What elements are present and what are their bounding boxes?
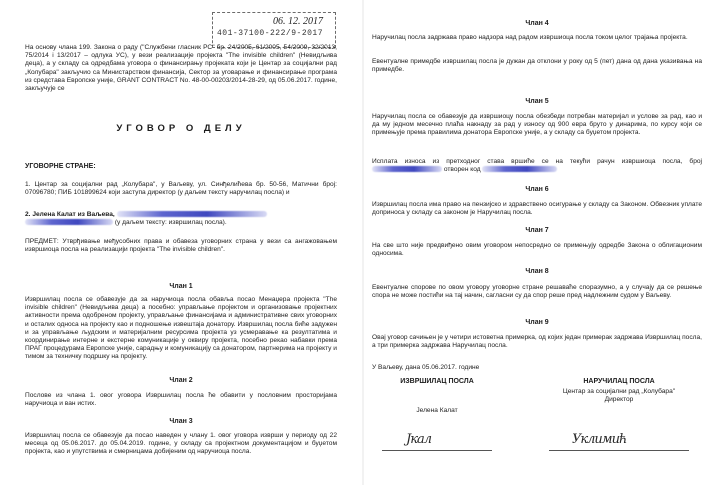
article-1-text: Извршилац посла се обавезује да за наручиоца посла обавља посао Менаџера пројекта "The invisible children" (Невидљива деца) а посебно: управљање пројектом и организовање пројектних активности према одобреном пројекту, управљање финансијама и административне свих уговорних и осталих односа на пројекту као и подношење извештаја донатору. Извршилац посла биће задужен и за управљање људским и материјалним ресурсима пројекта уз усмеравање ка резултатима и координирање интерне и екстерне комуникације у оквиру пројекта, посебно рекао набавки према ПРАГ процедурама Европске уније, сарадњу и комуникацију са донатором, партнерима на пројекту и тимом за техничку подршку на пројекту. xyxy=(25,296,337,361)
page-right xyxy=(364,0,728,485)
article-6-text: Извршилац посла има право на пензијско и здравствено осигурање у складу са Законом. Обвезник уплате доприноса у складу са законом је Наручилац посла. xyxy=(372,201,702,217)
article-5-title: Члан 5 xyxy=(525,98,549,105)
article-6-title: Члан 6 xyxy=(525,186,549,193)
article-1-title: Члан 1 xyxy=(169,283,193,290)
contractor-name: Јелена Калат xyxy=(416,407,458,414)
stamp-number: 401-37100-222/9-2017 xyxy=(217,29,324,38)
article-4-title: Члан 4 xyxy=(525,20,549,27)
parties-heading: УГОВОРНЕ СТРАНЕ: xyxy=(25,163,96,170)
party-two-name: 2. Јелена Калат из Ваљева, xyxy=(25,211,115,218)
payment-clause: Исплата износа из претходног става вршиће се на текући рачун извршиоца посла, број xyxy=(372,158,702,165)
redaction-mark xyxy=(117,211,267,217)
article-2-title: Члан 2 xyxy=(169,377,193,384)
party-two xyxy=(25,211,337,227)
signature-line xyxy=(382,450,492,451)
client-organization: Центар за социјални рад „Колубара" xyxy=(562,388,676,395)
redaction-mark xyxy=(372,166,442,172)
preamble: На основу члана 199. Закона о раду ("Службени гласник РС" бр. 24/2005, 61/2005, 54/2009, 32/2013, 75/2014 i 13/2017 – одлука УС), у вези реализације пројекта "The invisible children" (Невидљива деца), а у складу са одредбама уговора о финансирању пројеката који је Центар за социјални рад „Колубара" закључио са Министарством финансија, Сектор за уговарање и финансирање програма из средстава Европске уније, GRANT CONTRACT No. 48-00-00203/2014-28-29, од 05.06.2017. године, закључује се xyxy=(25,44,337,93)
article-3-text: Извршилац посла се обавезује да посао наведен у члану 1. овог уговора изврши у периоду од 22 месеца од 05.06.2017. до 05.04.2019. године, у складу са пројектном документацијом и буџетом пројекта, као и упутствима и смерницама добијеним од наручиоца посла. xyxy=(25,432,337,456)
party-two-role: (у даљем тексту: извршилац посла). xyxy=(114,219,227,227)
stamp-date: 06. 12. 2017 xyxy=(273,16,323,27)
signature-line xyxy=(549,450,689,451)
subject-clause: ПРЕДМЕТ: Утврђивање међусобних права и обавеза уговорних страна у вези са ангажовањем извршиоца посла на реализацији пројекта "The invisible children". xyxy=(25,238,337,254)
article-7-text: На све што није предвиђено овим уговором непосредно се примењују одредбе Закона о облигационим односима. xyxy=(372,242,702,258)
article-4-text-b: Евентуалне примедбе извршилац посла је дужан да отклони у року од 5 (пет) дана од дана указивања на примедбе. xyxy=(372,58,702,74)
contractor-label: ИЗВРШИЛАЦ ПОСЛА xyxy=(400,378,474,385)
client-label: НАРУЧИЛАЦ ПОСЛА xyxy=(583,378,655,385)
article-5-text-a: Наручилац посла се обавезује да извршиоцу посла обезбеди потребан материјал и услове за рад, као и да му једном месечно плаћа накнаду за рад у износу од 900 евра бруто у динарима, по курсу који се примењује према правилима донатора Европске уније, а у складу са буџетом пројекта. xyxy=(372,113,702,137)
article-9-text: Овај уговор сачињен је у четири истоветна примерка, од којих један примерак задржава Извршилац посла, а три примерка задржава Наручилац посла. xyxy=(372,334,702,350)
client-role: Директор xyxy=(604,396,634,403)
payment-bank: отворен код xyxy=(443,166,481,174)
client-signature: Уклимић xyxy=(572,432,627,447)
article-4-text-a: Наручилац посла задржава право надзора над радом извршиоца посла током целог трајања пројекта. xyxy=(372,34,688,41)
article-8-text: Евентуалне спорове по овом уговору уговорне стране решаваће споразумно, а у случају да се решење спора не може постићи на тај начин, сагласни су да спор реше пред надлежним судом у Ваљеву. xyxy=(372,284,702,300)
contractor-signature: Јкал xyxy=(406,432,432,447)
document-title: УГОВОР О ДЕЛУ xyxy=(116,123,246,134)
article-2-text: Послове из члана 1. овог уговора Извршилац посла ће обавити у пословним просторијама наручиоца и ван истих. xyxy=(25,392,337,408)
article-5-text-b xyxy=(372,158,702,174)
place-and-date: У Ваљеву, дана 05.06.2017. године xyxy=(372,364,480,371)
redaction-mark xyxy=(482,166,557,172)
article-9-title: Члан 9 xyxy=(525,319,549,326)
registry-stamp xyxy=(212,12,336,48)
party-one: 1. Центар за социјални рад „Колубара", у Ваљеву, ул. Синђелићева бр. 50-56, Матични број: 07096780; ПИБ 101899624 који заступа директор (у даљем тексту наручилац посла) и xyxy=(25,181,337,197)
article-8-title: Члан 8 xyxy=(525,268,549,275)
article-3-title: Члан 3 xyxy=(169,418,193,425)
redaction-mark xyxy=(25,219,113,225)
article-7-title: Члан 7 xyxy=(525,227,549,234)
